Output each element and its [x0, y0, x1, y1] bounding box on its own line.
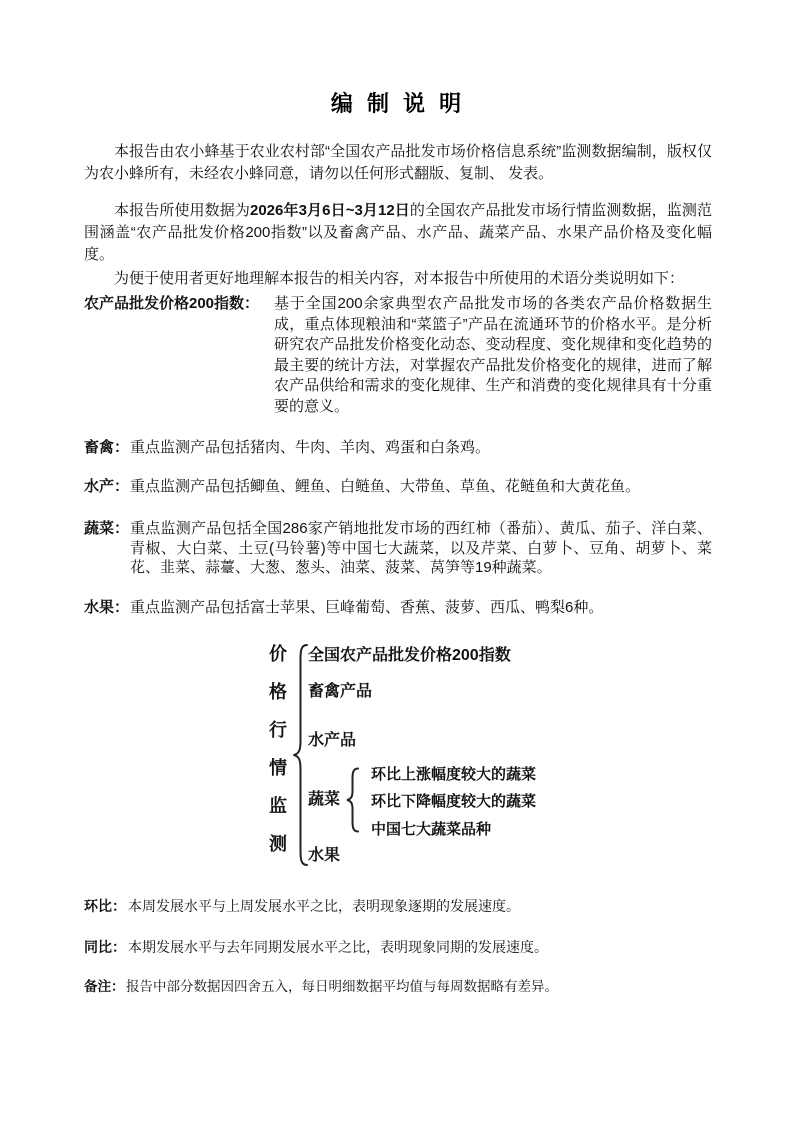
- diagram-branch-livestock: 畜禽产品: [308, 683, 373, 700]
- term-label-fruit: 水果：: [84, 598, 130, 616]
- intro-paragraph-terms-note: 为便于使用者更好地理解本报告的相关内容，对本报告中所使用的术语分类说明如下：: [114, 270, 685, 287]
- footnote-label-mom: 环比：: [84, 898, 126, 914]
- term-row-livestock: [84, 438, 712, 458]
- diagram-subitem-veg-fall: 环比下降幅度较大的蔬菜: [371, 793, 537, 810]
- diagram-root-char: 监: [269, 796, 287, 816]
- footnote-row-remark: [84, 977, 712, 997]
- term-label-aquatic: 水产：: [84, 477, 130, 495]
- diagram-branch-aquatic: 水产品: [308, 732, 357, 749]
- report-date-range: 2026年3月6日~3月12日: [249, 202, 410, 219]
- diagram-root-label: [268, 645, 288, 853]
- term-text-vegetable: 重点监测产品包括全国286家产销地批发市场的西红柿（番茄）、黄瓜、茄子、洋白菜、青椒、大白菜、土豆(马铃薯)等中国七大蔬菜，以及芹菜、白萝卜、豆角、胡萝卜、菜花、韭菜、蒜薹、大葱、葱头、油菜、菠菜、莴笋等19种蔬菜。: [130, 520, 712, 576]
- data-scope-text-pre: 本报告所使用数据为: [114, 202, 250, 219]
- footnote-text-yoy: 本期发展水平与去年同期发展水平之比，表明现象同期的发展速度。: [128, 939, 548, 955]
- term-label-vegetable: 蔬菜：: [84, 520, 130, 537]
- term-text-fruit: 重点监测产品包括富士苹果、巨峰葡萄、香蕉、菠萝、西瓜、鸭梨6种。: [130, 598, 604, 616]
- term-label-livestock: 畜禽：: [84, 439, 130, 456]
- diagram-root-char: 行: [269, 720, 287, 740]
- diagram-branch-vegetable: 蔬菜: [308, 791, 341, 808]
- term-text-livestock: 重点监测产品包括猪肉、牛肉、羊肉、鸡蛋和白条鸡。: [130, 439, 491, 456]
- footnote-row-yoy: [84, 937, 712, 957]
- data-scope-text-post: 的全国农产品批发市场行情监测数据，监测范围涵盖“农产品批发价格200指数”以及畜禽产品、水产品、蔬菜产品、水果产品价格及变化幅度。: [84, 202, 712, 263]
- price-monitoring-diagram: [84, 629, 712, 881]
- intro-paragraph-copyright: 本报告由农小蜂基于农业农村部“全国农产品批发市场价格信息系统”监测数据编制，版权仅为农小蜂所有，未经农小蜂同意，请勿以任何形式翻版、复制、 发表。: [84, 143, 712, 182]
- diagram-subitem-veg-seven: 中国七大蔬菜品种: [371, 821, 492, 838]
- footnote-text-remark: 报告中部分数据因四舍五入，每日明细数据平均值与每周数据略有差异。: [126, 979, 558, 994]
- page-title: 编 制 说 明: [330, 91, 466, 116]
- footnote-label-yoy: 同比：: [84, 939, 126, 955]
- main-brace-icon: [292, 643, 310, 867]
- term-text-aquatic: 重点监测产品包括鲫鱼、鲤鱼、白鲢鱼、大带鱼、草鱼、花鲢鱼和大黄花鱼。: [130, 477, 641, 495]
- diagram-subitem-veg-rise: 环比上涨幅度较大的蔬菜: [371, 766, 537, 783]
- diagram-root-char: 格: [269, 682, 287, 702]
- footnote-label-remark: 备注：: [84, 979, 125, 994]
- term-row-index200: [84, 294, 712, 417]
- footnote-text-mom: 本周发展水平与上周发展水平之比，表明现象逐期的发展速度。: [128, 898, 520, 914]
- diagram-root-char: 测: [269, 834, 287, 854]
- term-row-vegetable: [84, 519, 712, 578]
- diagram-root-char: 价: [269, 644, 287, 664]
- diagram-branch-index200: 全国农产品批发价格200指数: [308, 647, 511, 664]
- term-text-index200: 基于全国200余家典型农产品批发市场的各类农产品价格数据生成，重点体现粮油和“菜篮子”产品在流通环节的价格水平。是分析研究农产品批发价格变化动态、变动程度、变化规律和变化趋势的最主要的统计方法，对掌握农产品批发价格变化的规律，进而了解农产品供给和需求的变化规律、生产和消费的变化规律具有十分重要的意义。: [274, 295, 712, 415]
- term-label-index200: 农产品批发价格200指数：: [84, 295, 260, 312]
- intro-paragraph-data-scope: [84, 200, 712, 266]
- footnote-row-mom: [84, 896, 712, 916]
- term-row-aquatic: [84, 477, 712, 497]
- vegetable-sub-brace-icon: [346, 767, 360, 833]
- term-row-fruit: [84, 598, 712, 618]
- diagram-root-char: 情: [269, 758, 287, 778]
- diagram-branch-fruit: 水果: [308, 847, 341, 864]
